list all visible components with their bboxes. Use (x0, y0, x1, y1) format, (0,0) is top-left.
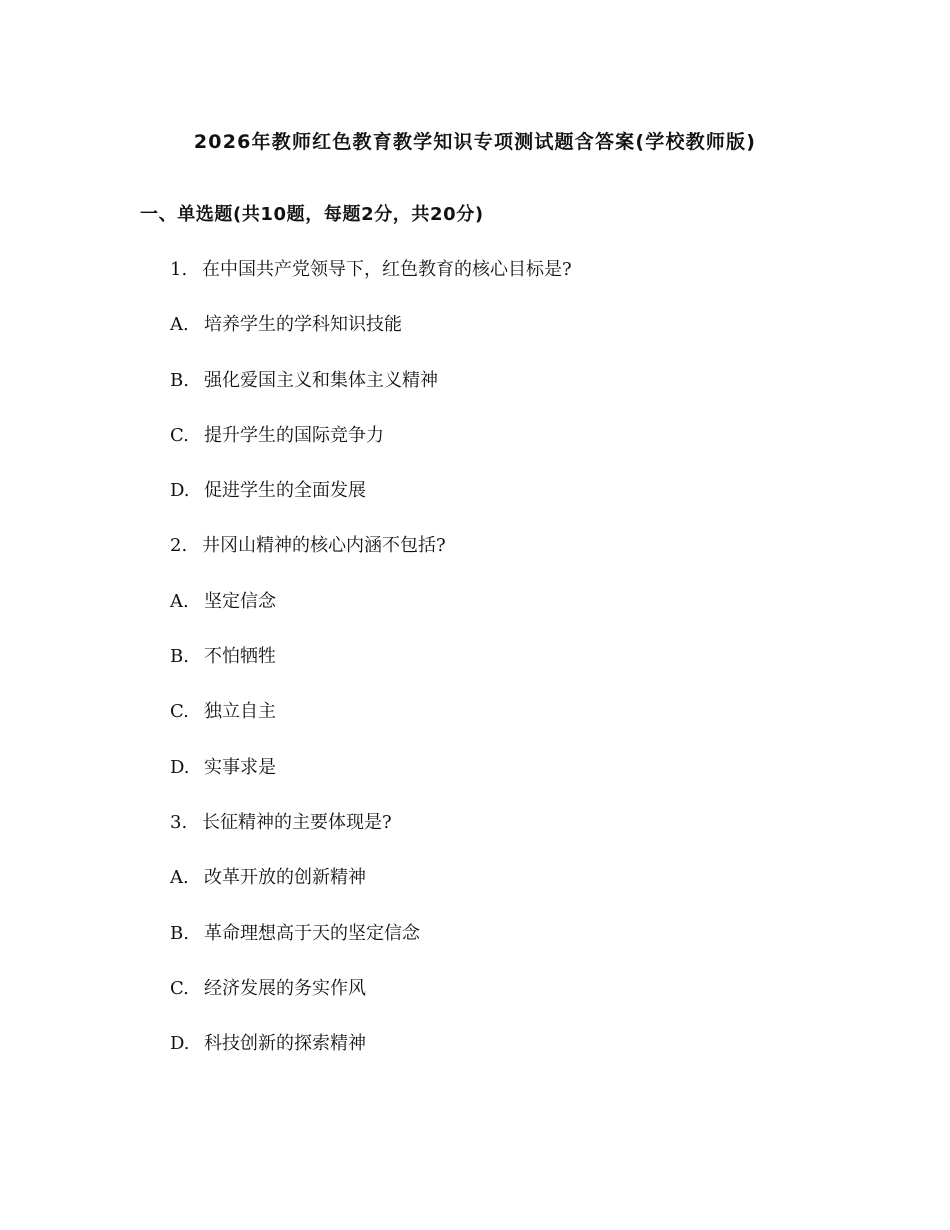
option-letter: D. (170, 1033, 190, 1055)
option-letter: A. (170, 590, 189, 612)
option-letter: C. (170, 701, 189, 723)
option-text: 改革开放的创新精神 (204, 867, 366, 889)
q3-option-b (170, 920, 572, 975)
q2-option-a (170, 588, 572, 643)
q2-option-b (170, 643, 572, 698)
option-letter: B. (170, 646, 189, 668)
option-text: 科技创新的探索精神 (204, 1033, 366, 1055)
q1-option-b (170, 367, 572, 422)
option-text: 独立自主 (204, 701, 276, 723)
q1-option-c (170, 422, 572, 477)
question-3 (170, 809, 572, 864)
option-letter: D. (170, 756, 190, 778)
question-text: 井冈山精神的核心内涵不包括? (202, 535, 446, 557)
question-1 (170, 256, 572, 311)
q2-option-c (170, 698, 572, 753)
option-text: 经济发展的务实作风 (204, 977, 366, 999)
q3-option-c (170, 975, 572, 1030)
question-text: 长征精神的主要体现是? (202, 811, 392, 833)
option-letter: C. (170, 977, 189, 999)
question-number: 3. (170, 811, 188, 833)
option-text: 培养学生的学科知识技能 (204, 314, 402, 336)
option-text: 提升学生的国际竞争力 (204, 424, 384, 446)
option-text: 不怕牺牲 (204, 646, 276, 668)
q3-option-d (170, 1030, 572, 1085)
option-text: 实事求是 (204, 756, 276, 778)
option-letter: A. (170, 867, 189, 889)
option-text: 强化爱国主义和集体主义精神 (204, 369, 438, 391)
question-list (170, 256, 572, 1085)
q2-option-d (170, 754, 572, 809)
document-title: 2026年教师红色教育教学知识专项测试题含答案(学校教师版) (193, 131, 757, 153)
option-letter: B. (170, 922, 189, 944)
section-heading: 一、单选题(共10题，每题2分，共20分) (140, 204, 484, 225)
question-number: 1. (170, 259, 188, 280)
option-text: 革命理想高于天的坚定信念 (204, 922, 420, 944)
question-2 (170, 532, 572, 587)
option-letter: C. (170, 424, 189, 446)
option-letter: B. (170, 369, 189, 391)
option-text: 坚定信念 (204, 590, 276, 612)
option-text: 促进学生的全面发展 (204, 480, 366, 502)
q1-option-d (170, 477, 572, 532)
q3-option-a (170, 864, 572, 919)
option-letter: A. (170, 314, 189, 336)
option-letter: D. (170, 480, 190, 502)
question-number: 2. (170, 535, 188, 557)
q1-option-a (170, 311, 572, 366)
question-text: 在中国共产党领导下，红色教育的核心目标是? (202, 259, 572, 280)
